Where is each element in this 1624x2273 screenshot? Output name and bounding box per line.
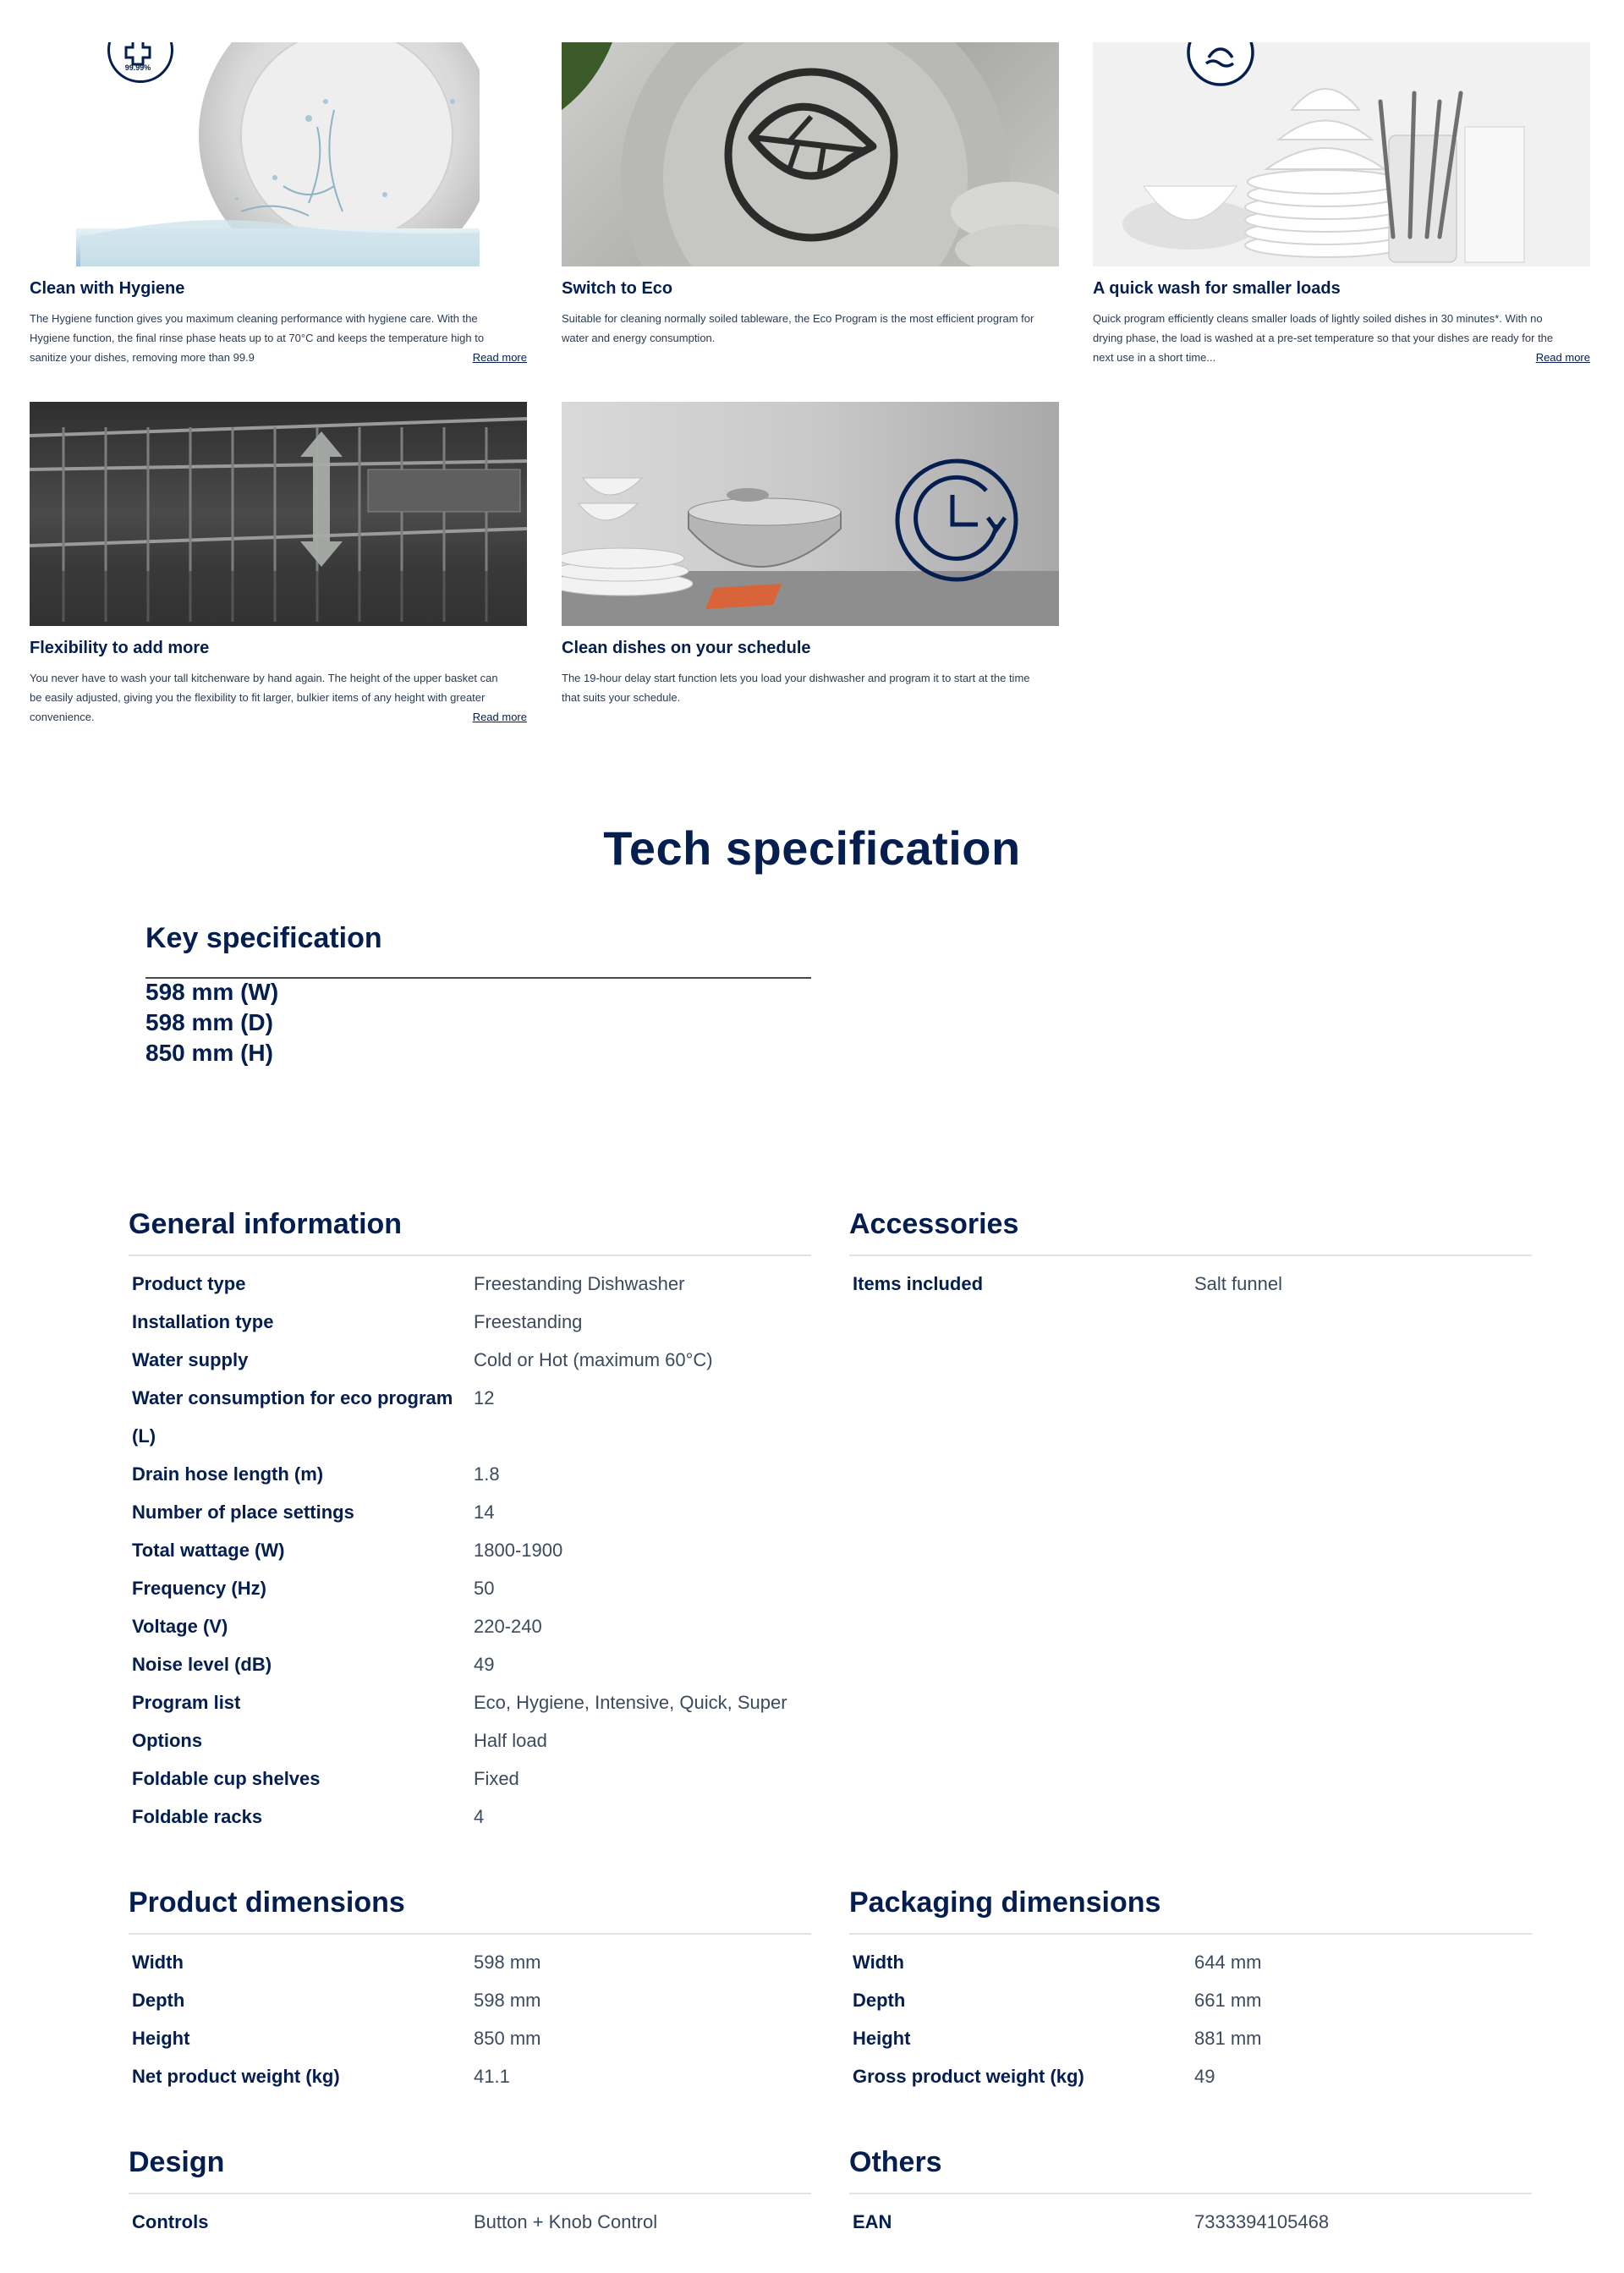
read-more-link[interactable]: Read more [1531,348,1590,367]
spec-key: Depth [853,1990,906,2011]
spec-table [129,1265,811,1836]
spec-key: Items included [853,1273,984,1294]
read-more-link[interactable]: Read more [468,707,527,727]
spec-value: Freestanding Dishwasher [474,1273,685,1294]
key-spec-height: 850 mm (H) [145,1040,273,1066]
spec-key: Voltage (V) [132,1616,228,1637]
spec-key: Foldable racks [132,1806,263,1827]
spec-value: 50 [474,1578,495,1599]
section-divider [849,1255,1532,1256]
quick-wash-image [1093,42,1590,266]
tech-specification-title: Tech specification [603,821,1021,875]
feature-description: Suitable for cleaning normally soiled tableware, the Eco Program is the most efficient program for water and energy consumption. [562,312,1034,344]
spec-key: Controls [132,2211,209,2232]
section-divider [849,1933,1532,1935]
feature-title: Clean with Hygiene [30,279,185,298]
eco-image [562,42,1059,266]
spec-row [129,1721,811,1760]
spec-row [129,1341,811,1379]
spec-row [129,1379,811,1455]
spec-key: Product type [132,1273,246,1294]
spec-value: Half load [474,1730,547,1751]
feature-title: A quick wash for smaller loads [1093,279,1341,298]
spec-key: Installation type [132,1311,274,1332]
spec-row [129,1265,811,1303]
spec-key: Number of place settings [132,1502,354,1523]
spec-value: Fixed [474,1768,519,1789]
read-more-link[interactable]: Read more [468,348,527,367]
spec-row [129,1760,811,1798]
spec-value: 598 mm [474,1990,541,2011]
spec-value: Eco, Hygiene, Intensive, Quick, Super [474,1692,787,1713]
feature-card-schedule [562,402,1059,704]
spec-row [129,1943,811,1981]
section-divider [129,1933,811,1935]
accessories-section [849,1208,1532,1303]
spec-value: Freestanding [474,1311,583,1332]
spec-key: Water supply [132,1349,249,1370]
section-title: Accessories [849,1208,1019,1240]
key-spec-width: 598 mm (W) [145,979,279,1005]
section-title: Product dimensions [129,1886,405,1919]
spec-row [129,1303,811,1341]
feature-title: Clean dishes on your schedule [562,639,811,657]
spec-row [129,1607,811,1645]
section-divider [849,2193,1532,2194]
spec-row [849,2019,1532,2057]
feature-card-flexibility [30,402,527,723]
spec-key: Water consumption for eco program (L) [132,1387,453,1447]
spec-key: Total wattage (W) [132,1540,285,1561]
feature-card-hygiene [30,42,527,364]
spec-key: Frequency (Hz) [132,1578,266,1599]
spec-value: 12 [474,1387,495,1408]
feature-description: The Hygiene function gives you maximum cleaning performance with hygiene care. With the Hygiene function, the final rinse phase heats up to at 70°C and keeps the temperature high to sanitize your dishes, removing more than 99.9 [30,312,485,364]
spec-key: Program list [132,1692,241,1713]
spec-key: Width [132,1952,184,1973]
spec-row [129,1645,811,1683]
section-divider [129,1255,811,1256]
spec-key: Drain hose length (m) [132,1463,324,1485]
spec-row [129,1493,811,1531]
spec-row [129,2203,811,2241]
spec-row [849,2057,1532,2095]
spec-value: 598 mm [474,1952,541,1973]
feature-description: Quick program efficiently cleans smaller loads of lightly soiled dishes in 30 minutes*. With no drying phase, the load is washed at a pre-set temperature so that your dishes are ready for the next use in a short time... [1093,312,1554,364]
quick-wash-icon [1185,42,1256,88]
spec-key: EAN [853,2211,892,2232]
spec-row [129,1798,811,1836]
section-title: General information [129,1208,403,1240]
spec-row [129,2057,811,2095]
spec-row [129,1531,811,1569]
spec-key: Noise level (dB) [132,1654,272,1675]
spec-value: 49 [1194,2066,1215,2087]
spec-value: 4 [474,1806,485,1827]
spec-value: 41.1 [474,2066,510,2087]
flexibility-image [30,402,527,626]
spec-key: Foldable cup shelves [132,1768,321,1789]
height-adjust-arrow-icon [296,431,347,567]
spec-key: Width [853,1952,904,1973]
section-title: Packaging dimensions [849,1886,1161,1919]
spec-row [129,2019,811,2057]
eco-leaf-icon [722,66,900,244]
spec-value: 7333394105468 [1194,2211,1330,2232]
delay-timer-icon [893,457,1020,584]
hygiene-badge-label: 99.99% [124,63,151,72]
spec-row [129,1455,811,1493]
spec-value: 644 mm [1194,1952,1262,1973]
spec-value: 881 mm [1194,2028,1262,2049]
spec-value: 49 [474,1654,495,1675]
spec-value: 850 mm [474,2028,541,2049]
key-spec-depth: 598 mm (D) [145,1009,273,1035]
feature-card-quick [1093,42,1590,364]
spec-row [849,1265,1532,1303]
feature-title: Flexibility to add more [30,639,210,657]
others-section [849,2146,1532,2241]
spec-value: 1800-1900 [474,1540,563,1561]
schedule-image [562,402,1059,626]
spec-row [849,2203,1532,2241]
spec-value: 661 mm [1194,1990,1262,2011]
spec-row [129,1569,811,1607]
spec-value: Button + Knob Control [474,2211,658,2232]
spec-key: Height [132,2028,190,2049]
spec-key: Gross product weight (kg) [853,2066,1084,2087]
feature-description: You never have to wash your tall kitchenware by hand again. The height of the upper basket can be easily adjusted, giving you the flexibility to fit larger, bulkier items of any height with greater convenience. [30,672,498,723]
section-title: Design [129,2146,225,2178]
hygiene-badge-icon [107,42,173,83]
feature-description: The 19-hour delay start function lets you load your dishwasher and program it to start at the time that suits your schedule. [562,672,1030,704]
spec-row [849,1981,1532,2019]
feature-card-eco [562,42,1059,344]
spec-row [129,1981,811,2019]
spec-value: 14 [474,1502,495,1523]
section-divider [129,2193,811,2194]
feature-title: Switch to Eco [562,279,673,298]
spec-key: Options [132,1730,203,1751]
spec-key: Height [853,2028,911,2049]
key-specification-title: Key specification [145,922,382,954]
spec-key: Depth [132,1990,185,2011]
spec-value: 1.8 [474,1463,500,1485]
packaging-dimensions-section [849,1886,1532,2095]
spec-value: Cold or Hot (maximum 60°C) [474,1349,713,1370]
design-section [129,2146,811,2241]
spec-key: Net product weight (kg) [132,2066,340,2087]
general-information-section [129,1208,811,1836]
spec-row [129,1683,811,1721]
spec-row [849,1943,1532,1981]
product-dimensions-section [129,1886,811,2095]
spec-value: Salt funnel [1194,1273,1282,1294]
spec-value: 220-240 [474,1616,542,1637]
hygiene-image [30,42,527,266]
section-title: Others [849,2146,942,2178]
